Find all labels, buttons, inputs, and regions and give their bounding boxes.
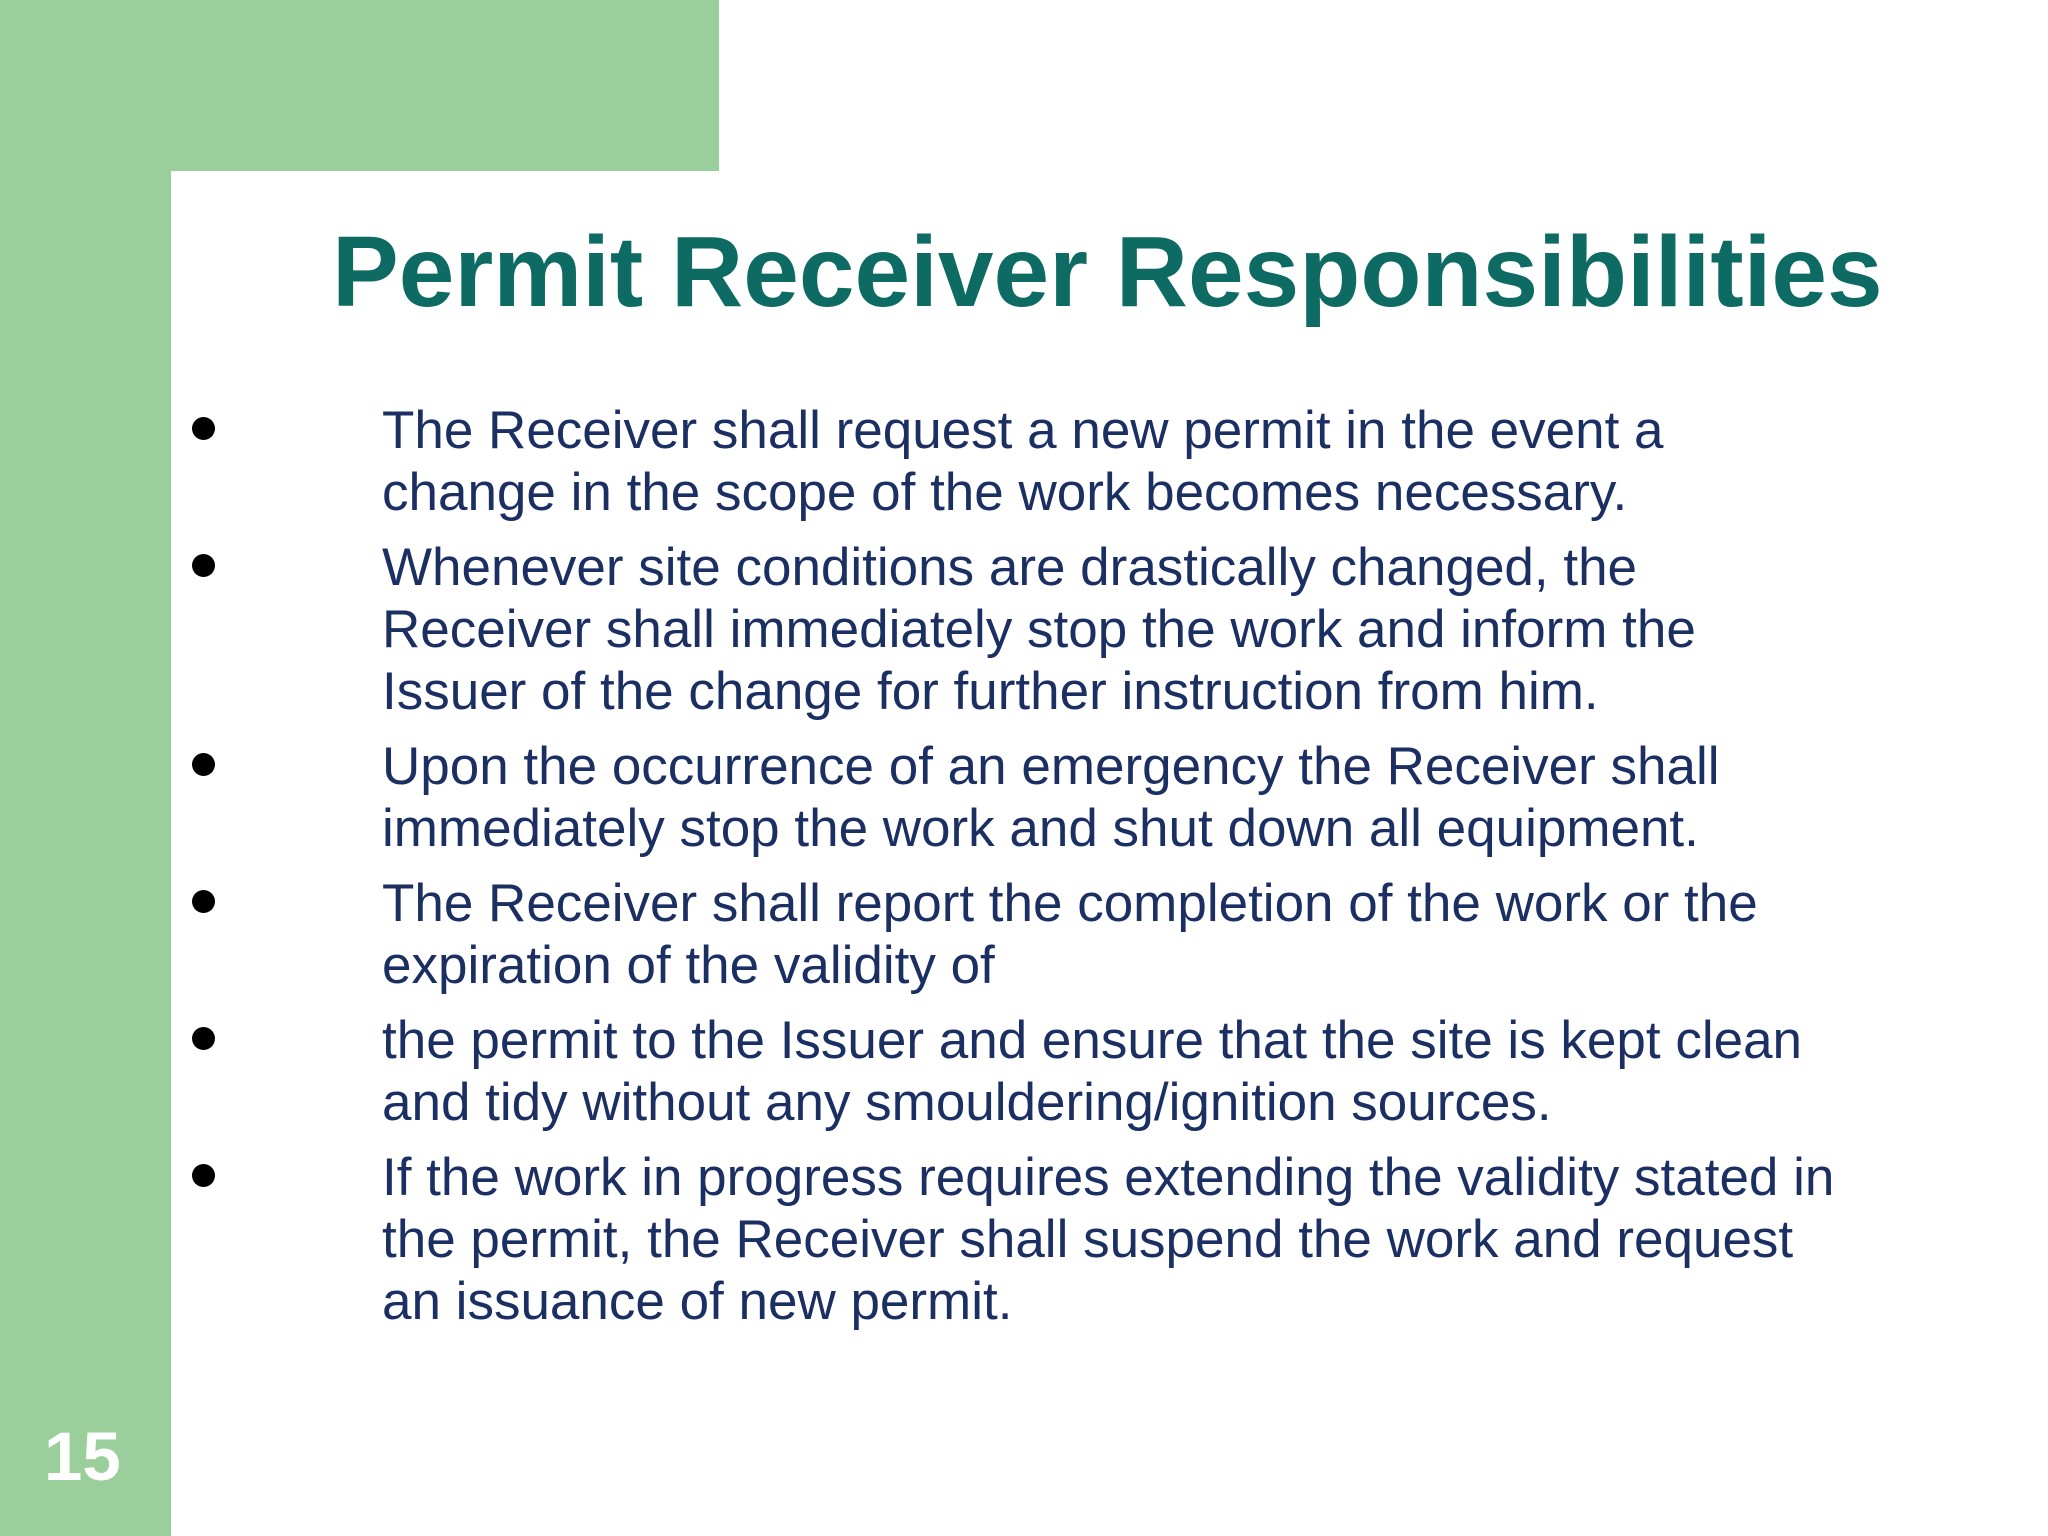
- bullet-text: [382, 736, 1982, 860]
- bullet-dot-icon: [192, 1164, 215, 1187]
- bullet-line: and tidy without any smouldering/ignition sources.: [382, 1073, 1552, 1132]
- bullet-text: [382, 537, 1982, 723]
- bullet-line: change in the scope of the work becomes necessary.: [382, 463, 1628, 522]
- bullet-line: the permit, the Receiver shall suspend the work and request: [382, 1210, 1794, 1269]
- bullet-text: [382, 1147, 1982, 1333]
- bullet-line: expiration of the validity of: [382, 936, 995, 995]
- bullet-line: immediately stop the work and shut down all equipment.: [382, 799, 1699, 858]
- bullet-dot-icon: [192, 890, 215, 913]
- bullet-text: [382, 873, 1982, 997]
- bullet-line: Upon the occurrence of an emergency the Receiver shall: [382, 737, 1720, 796]
- bullet-line: The Receiver shall report the completion of the work or the: [382, 874, 1758, 933]
- bullet-line: an issuance of new permit.: [382, 1272, 1013, 1331]
- bullet-dot-icon: [192, 417, 215, 440]
- bullet-line: If the work in progress requires extending the validity stated in: [382, 1148, 1835, 1207]
- bullet-line: Whenever site conditions are drastically changed, the: [382, 538, 1638, 597]
- bullet-line: Issuer of the change for further instruction from him.: [382, 662, 1599, 721]
- bullet-line: the permit to the Issuer and ensure that the site is kept clean: [382, 1011, 1803, 1070]
- bullet-dot-icon: [192, 1027, 215, 1050]
- bullet-line: The Receiver shall request a new permit in the event a: [382, 401, 1664, 460]
- bullet-text: [382, 400, 1982, 524]
- slide-number: 15: [44, 1418, 121, 1495]
- bullet-dot-icon: [192, 554, 215, 577]
- bullet-line: Receiver shall immediately stop the work and inform the: [382, 600, 1696, 659]
- bullet-dot-icon: [192, 753, 215, 776]
- slide-title: Permit Receiver Responsibilities: [332, 216, 1883, 328]
- bullet-text: [382, 1010, 1982, 1134]
